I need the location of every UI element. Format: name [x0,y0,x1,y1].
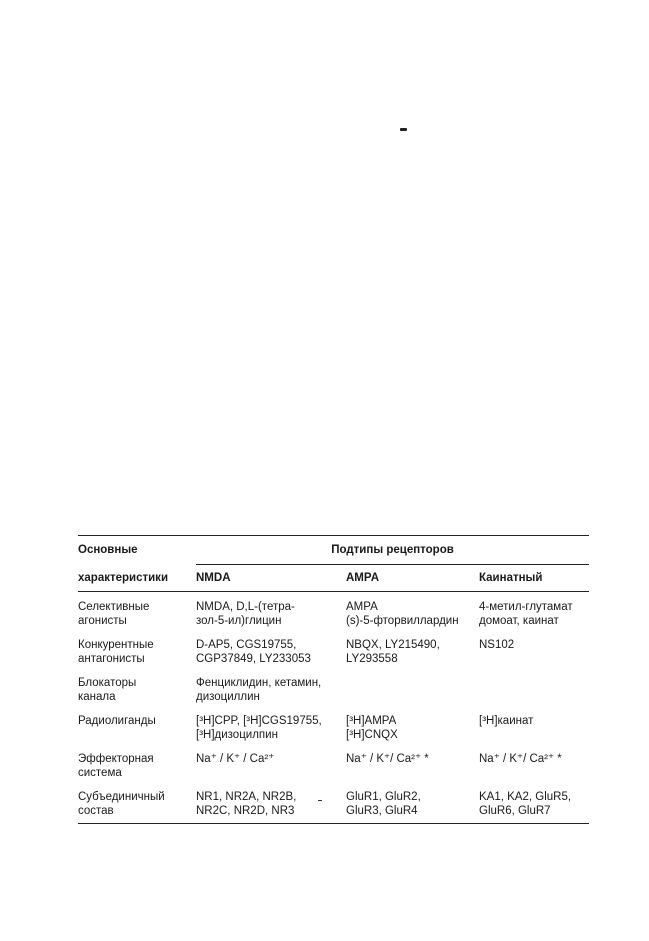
table-cell: [³H]CPP, [³H]CGS19755, [³H]дизоцилпин [196,715,322,741]
row-label: Блокаторы канала [78,677,137,703]
row-label: Селективные агонисты [78,601,150,627]
table-row [78,592,589,634]
table-row [78,709,589,747]
table-cell: Фенциклидин, кетамин, дизоциллин [196,677,322,703]
row-label: Субъединичный состав [78,785,196,824]
column-header-kainate: Каинатный [479,565,589,592]
table-cell: 4-метил-глутамат домоат, каинат [479,601,573,627]
row-header-top: Основные [78,544,138,557]
row-label: Эффекторная система [78,753,154,779]
table-cell: KA1, KA2, GluR5, GluR6, GluR7 [479,785,589,824]
table-cell [479,671,589,709]
scan-speck [400,128,407,131]
table-row [78,633,589,671]
table-cell: Na⁺ / K⁺/ Ca²⁺ * [346,753,429,765]
row-label: Радиолиганды [78,715,156,727]
table-cell: D-AP5, CGS19755, CGP37849, LY233053 [196,639,311,665]
table-row [78,671,589,709]
column-header-nmda: NMDA [196,565,346,592]
table-cell: [³H]AMPA [³H]CNQX [346,715,398,741]
table-cell: Na⁺ / K⁺/ Ca²⁺ * [479,753,562,765]
column-header-ampa: AMPA [346,565,479,592]
table-row [78,747,589,785]
table-cell: NR1, NR2A, NR2B, NR2C, NR2D, NR3 [196,785,346,824]
row-header-bottom: характеристики [78,565,196,592]
group-header: Подтипы рецепторов [196,536,589,565]
table-cell [346,671,479,709]
table-cell: [³H]каинат [479,715,534,727]
table-cell: Na⁺ / K⁺ / Ca²⁺ [196,753,275,765]
table-row [78,785,589,824]
receptor-table [78,535,589,824]
table-cell: NMDA, D,L-(тетра- зол-5-ил)глицин [196,601,295,627]
table-cell: GluR1, GluR2, GluR3, GluR4 [346,785,479,824]
table-cell: NS102 [479,639,515,651]
row-label: Конкурентные антагонисты [78,639,154,665]
table-cell: AMPA (s)-5-фторвиллардин [346,601,459,627]
receptor-subtypes-table [78,535,589,824]
table-cell: NBQX, LY215490, LY293558 [346,639,440,665]
